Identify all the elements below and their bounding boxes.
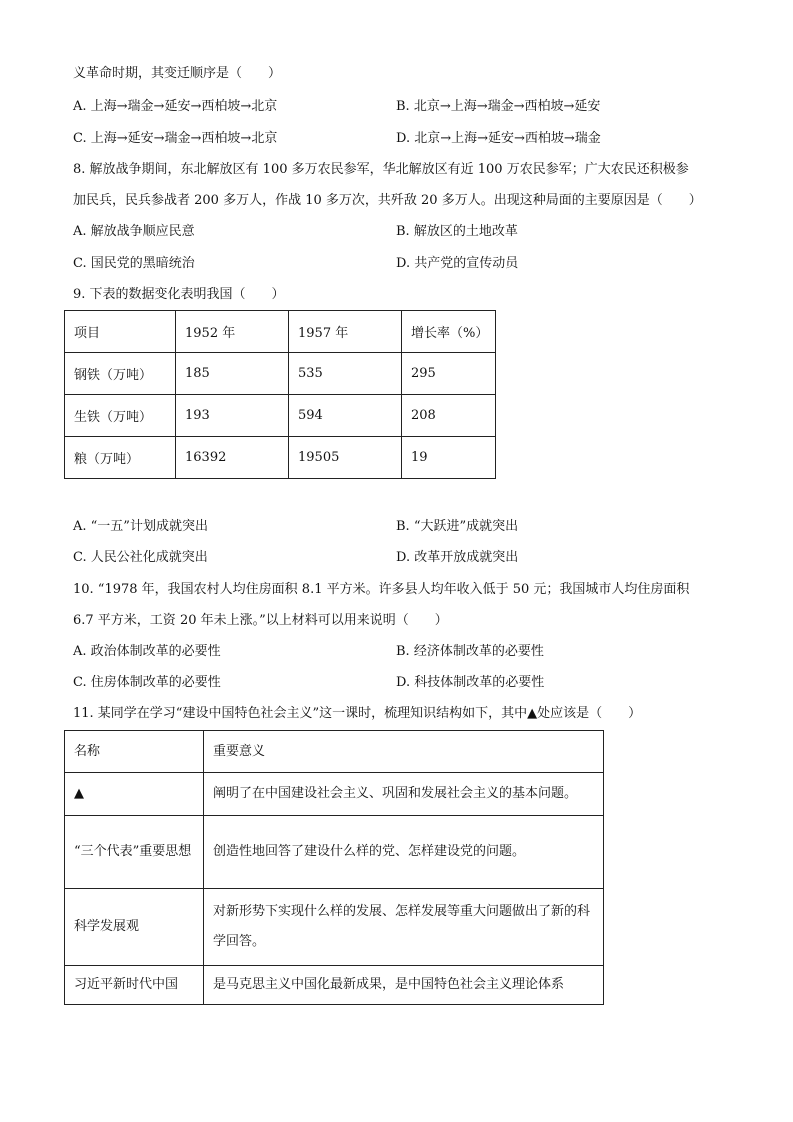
table-cell: 创造性地回答了建设什么样的党、怎样建设党的问题。 — [204, 816, 604, 889]
table-row — [65, 816, 604, 889]
table-header-cell: 项目 — [65, 311, 176, 353]
table-row — [65, 966, 604, 1005]
table-cell: 185 — [176, 353, 289, 395]
q7-option-c[interactable]: C. 上海→延安→瑞金→西柏坡→北京 — [73, 131, 278, 146]
table-cell: 是马克思主义中国化最新成果，是中国特色社会主义理论体系 — [204, 966, 604, 1005]
table-cell: 19505 — [289, 437, 402, 479]
table-header-row — [65, 731, 604, 773]
table-cell: 习近平新时代中国 — [65, 966, 204, 1005]
q9-stem: 9. 下表的数据变化表明我国（ ） — [73, 287, 285, 302]
table-header-row — [65, 311, 496, 353]
q7-option-b[interactable]: B. 北京→上海→瑞金→西柏坡→延安 — [396, 99, 601, 114]
table-cell: 295 — [402, 353, 496, 395]
q9-option-c[interactable]: C. 人民公社化成就突出 — [73, 550, 208, 565]
table-row — [65, 353, 496, 395]
table-cell: 16392 — [176, 437, 289, 479]
q11-stem: 11. 某同学在学习“建设中国特色社会主义”这一课时，梳理知识结构如下，其中▲处应该是（ ） — [73, 706, 642, 721]
q10-stem-line2: 6.7 平方米，工资 20 年未上涨。”以上材料可以用来说明（ ） — [73, 613, 448, 628]
table-header-cell: 重要意义 — [204, 731, 604, 773]
q8-option-c[interactable]: C. 国民党的黑暗统治 — [73, 256, 195, 271]
q9-option-b[interactable]: B. “大跃进”成就突出 — [396, 519, 519, 534]
table-cell: 粮（万吨） — [65, 437, 176, 479]
q7-stem: 义革命时期，其变迁顺序是（ ） — [73, 66, 282, 81]
q10-option-d[interactable]: D. 科技体制改革的必要性 — [396, 675, 545, 690]
table-cell: ▲ — [65, 773, 204, 816]
table-cell: 阐明了在中国建设社会主义、巩固和发展社会主义的基本问题。 — [204, 773, 604, 816]
q8-stem-line1: 8. 解放战争期间，东北解放区有 100 多万农民参军，华北解放区有近 100 万农民参军；广大农民还积极参 — [73, 162, 689, 177]
q8-option-a[interactable]: A. 解放战争顺应民意 — [73, 224, 195, 239]
q10-option-b[interactable]: B. 经济体制改革的必要性 — [396, 644, 544, 659]
q7-option-a[interactable]: A. 上海→瑞金→延安→西柏坡→北京 — [73, 99, 278, 114]
q10-stem-line1: 10. “1978 年，我国农村人均住房面积 8.1 平方米。许多县人均年收入低于 50 元；我国城市人均住房面积 — [73, 582, 690, 597]
q8-stem-line2: 加民兵，民兵参战者 200 多万人，作战 10 多万次，共歼敌 20 多万人。出现这种局面的主要原因是（ ） — [73, 193, 702, 208]
table-cell: 19 — [402, 437, 496, 479]
table-row — [65, 773, 604, 816]
table-cell: 对新形势下实现什么样的发展、怎样发展等重大问题做出了新的科学回答。 — [204, 889, 604, 966]
q9-data-table — [64, 310, 496, 479]
q11-knowledge-table — [64, 730, 604, 1005]
q8-option-d[interactable]: D. 共产党的宣传动员 — [396, 256, 519, 271]
table-row — [65, 395, 496, 437]
table-header-cell: 增长率（%） — [402, 311, 496, 353]
table-cell: 208 — [402, 395, 496, 437]
q9-option-a[interactable]: A. “一五”计划成就突出 — [73, 519, 208, 534]
table-header-cell: 1957 年 — [289, 311, 402, 353]
table-cell: 535 — [289, 353, 402, 395]
table-header-cell: 名称 — [65, 731, 204, 773]
q7-option-d[interactable]: D. 北京→上海→延安→西柏坡→瑞金 — [396, 131, 601, 146]
q10-option-c[interactable]: C. 住房体制改革的必要性 — [73, 675, 221, 690]
q8-option-b[interactable]: B. 解放区的土地改革 — [396, 224, 518, 239]
q9-option-d[interactable]: D. 改革开放成就突出 — [396, 550, 519, 565]
table-cell: 科学发展观 — [65, 889, 204, 966]
table-cell: “三个代表”重要思想 — [65, 816, 204, 889]
q10-option-a[interactable]: A. 政治体制改革的必要性 — [73, 644, 221, 659]
table-row — [65, 889, 604, 966]
table-cell: 钢铁（万吨） — [65, 353, 176, 395]
table-cell: 193 — [176, 395, 289, 437]
table-header-cell: 1952 年 — [176, 311, 289, 353]
table-cell: 生铁（万吨） — [65, 395, 176, 437]
table-row — [65, 437, 496, 479]
table-cell: 594 — [289, 395, 402, 437]
